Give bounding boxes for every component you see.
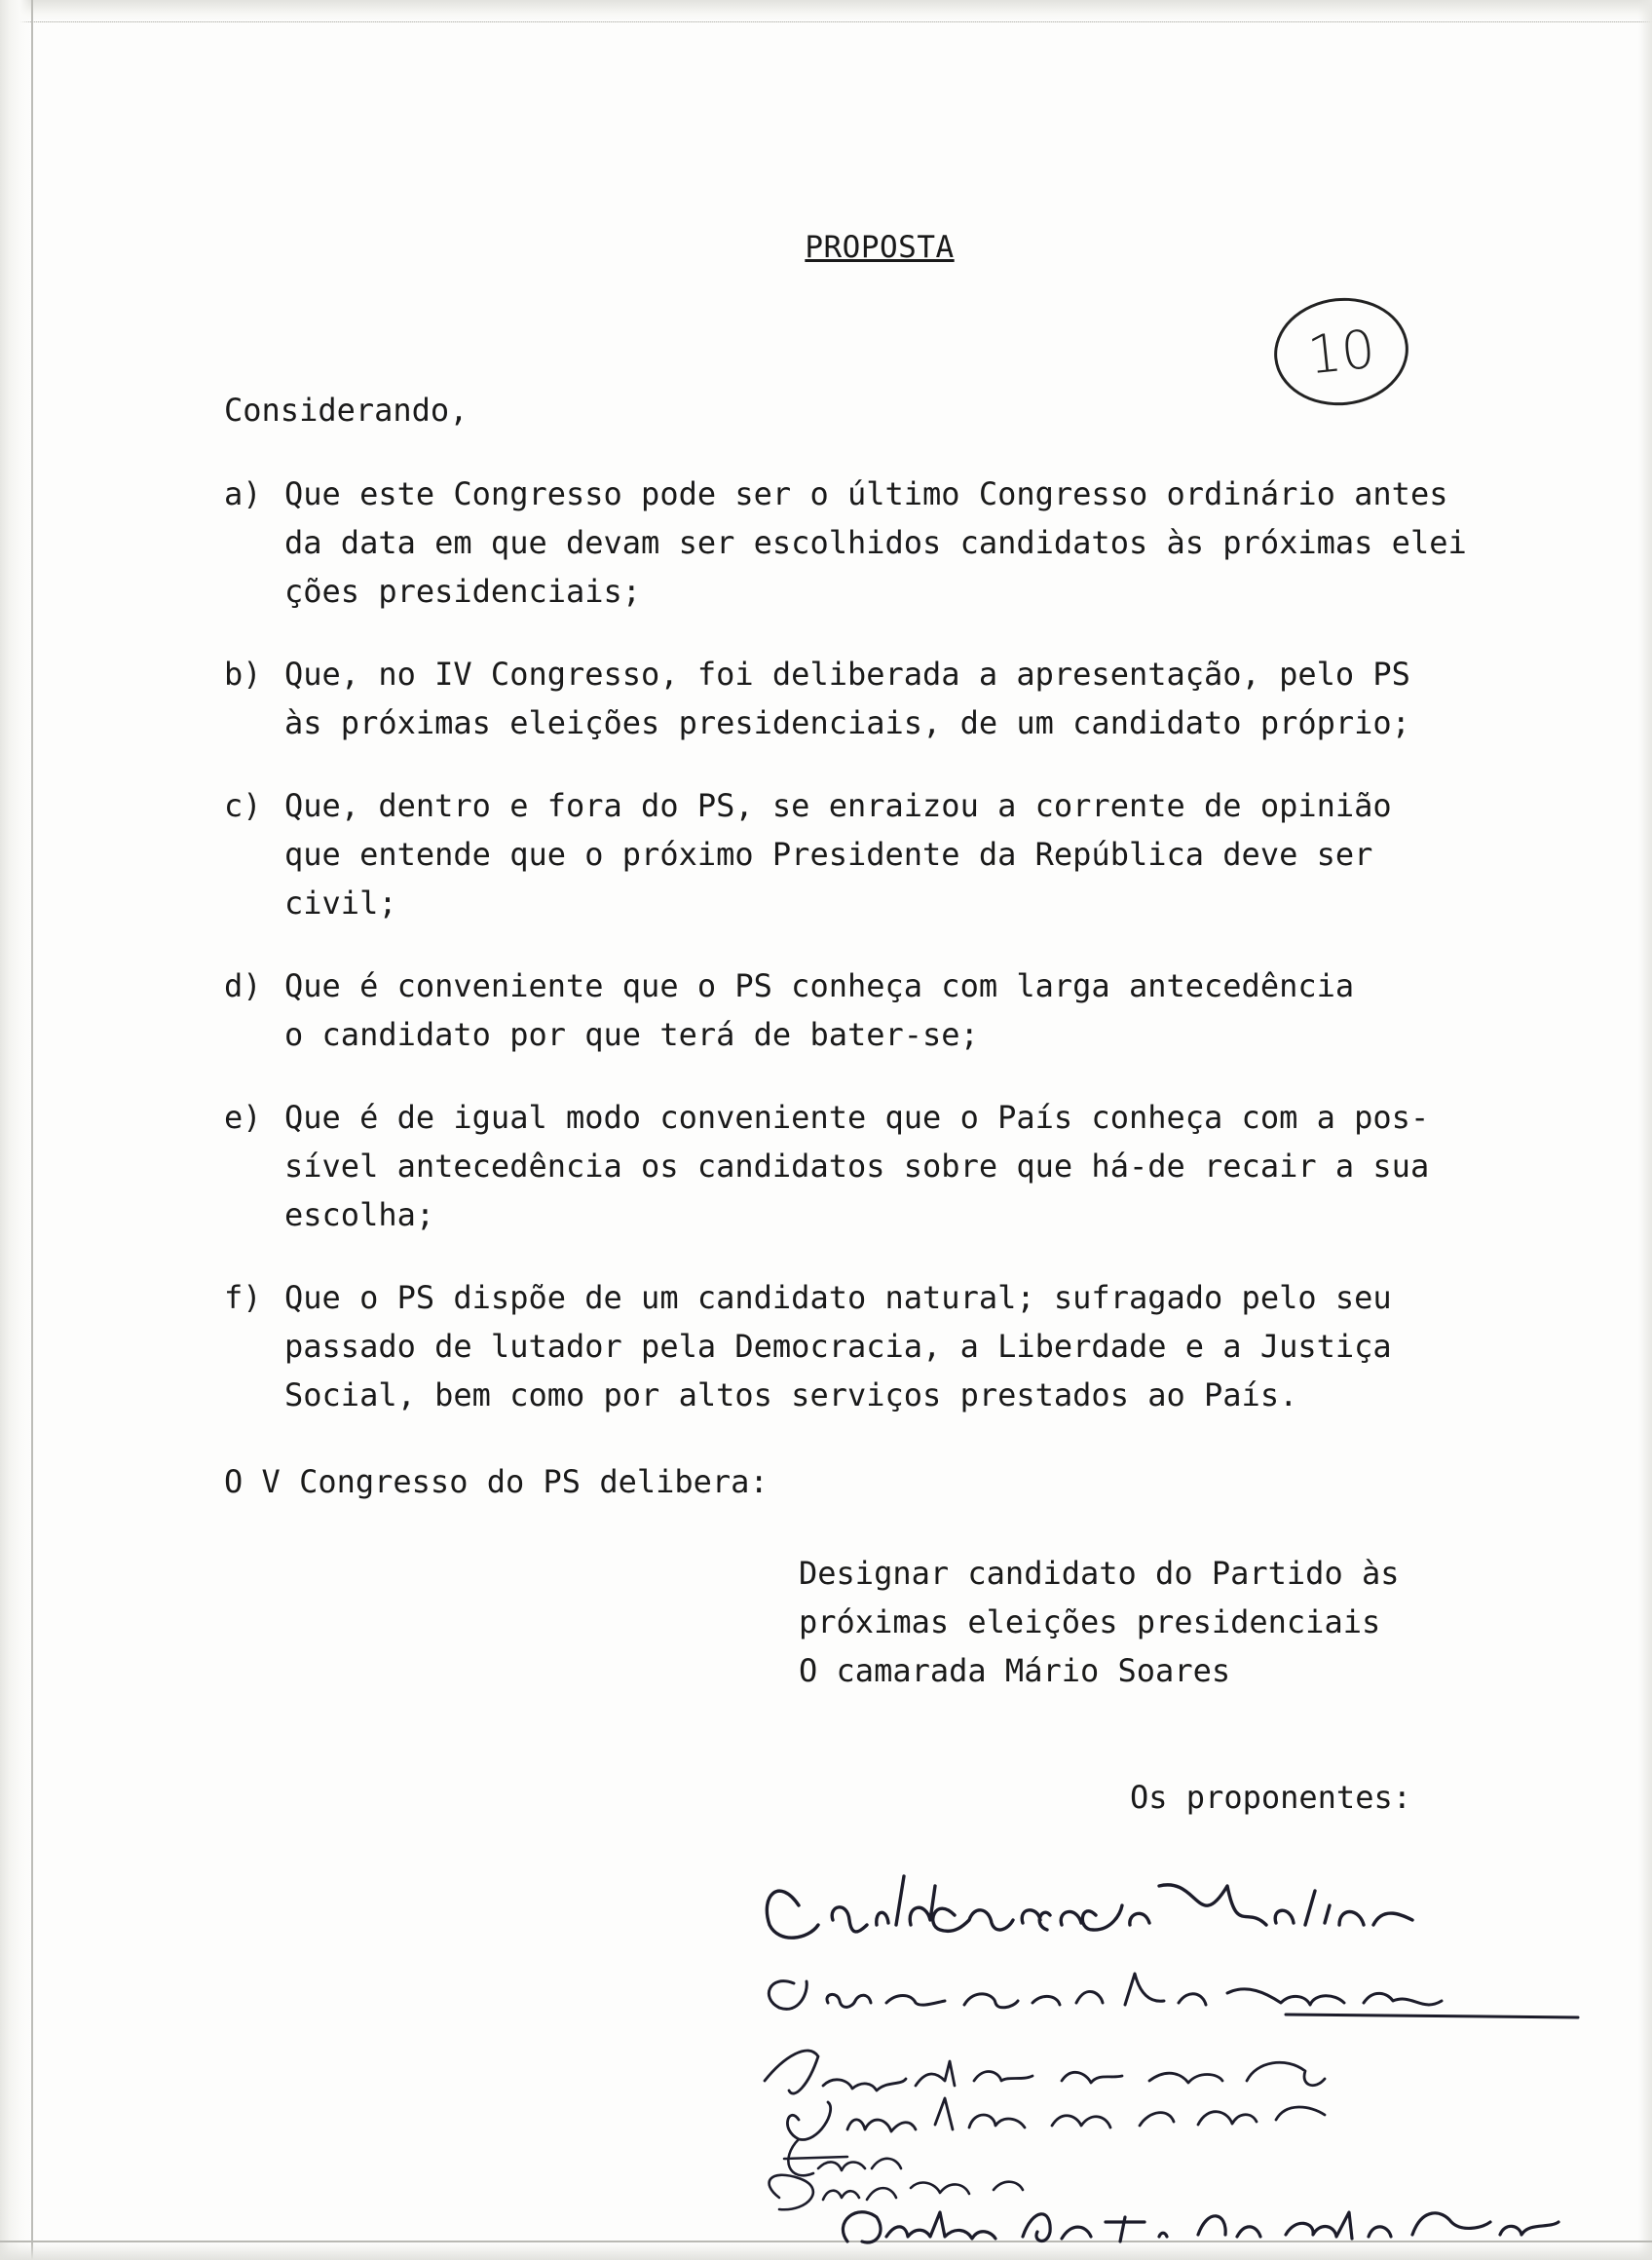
paper-edge-right xyxy=(1638,0,1652,2260)
item-line: que entende que o próximo Presidente da República deve ser xyxy=(284,836,1373,873)
resolution-line: Designar candidato do Partido às xyxy=(799,1555,1400,1592)
intro-text: Considerando, xyxy=(224,392,469,429)
resolution-line: próximas eleições presidenciais xyxy=(799,1603,1381,1640)
stamp-number: 10 xyxy=(1304,318,1378,386)
considerations-list xyxy=(224,470,1529,1453)
handwritten-signatures xyxy=(740,1847,1617,2256)
signature-3 xyxy=(765,2051,1325,2093)
signature-1 xyxy=(767,1876,1412,1938)
consideration-item xyxy=(224,781,1529,927)
item-line: Que é conveniente que o PS conheça com larga antecedência xyxy=(284,967,1355,1004)
item-text xyxy=(284,961,1529,1059)
item-marker: a) xyxy=(224,475,262,512)
item-line: às próximas eleições presidenciais, de um candidato próprio; xyxy=(284,704,1410,741)
item-text xyxy=(284,470,1529,616)
consideration-item xyxy=(224,470,1529,616)
consideration-item xyxy=(224,961,1529,1059)
signature-4 xyxy=(787,2098,1325,2139)
item-marker: f) xyxy=(224,1279,262,1316)
item-line: da data em que devam ser escolhidos candidatos às próximas elei xyxy=(284,524,1467,561)
item-line: Que é de igual modo conveniente que o País conheça com a pos- xyxy=(284,1099,1430,1136)
document-title xyxy=(0,230,1652,265)
proponents-label: Os proponentes: xyxy=(1130,1779,1411,1816)
item-marker: d) xyxy=(224,967,262,1004)
item-line: Que, no IV Congresso, foi deliberada a apresentação, pelo PS xyxy=(284,656,1410,693)
item-line: sível antecedência os candidatos sobre que há-de recair a sua xyxy=(284,1148,1430,1185)
item-line: escolha; xyxy=(284,1196,435,1233)
document-title-text: PROPOSTA xyxy=(805,230,955,265)
paper-edge-left xyxy=(0,0,33,2260)
signatures-block xyxy=(740,1847,1617,2256)
item-text xyxy=(284,1273,1529,1419)
consideration-item xyxy=(224,650,1529,747)
item-line: Que este Congresso pode ser o último Congresso ordinário antes xyxy=(284,475,1448,512)
consideration-item xyxy=(224,1093,1529,1239)
signature-5 xyxy=(784,2139,901,2175)
item-line: passado de lutador pela Democracia, a Liberdade e a Justiça xyxy=(284,1328,1392,1365)
item-line: Social, bem como por altos serviços prestados ao País. xyxy=(284,1376,1298,1413)
resolution-line: O camarada Mário Soares xyxy=(799,1652,1231,1689)
item-text xyxy=(284,1093,1529,1239)
handwritten-number-stamp xyxy=(1269,291,1414,412)
paper-edge-top xyxy=(0,0,1652,22)
item-line: Que o PS dispõe de um candidato natural; sufragado pelo seu xyxy=(284,1279,1392,1316)
consideration-item xyxy=(224,1273,1529,1419)
item-marker: b) xyxy=(224,656,262,693)
item-line: Que, dentro e fora do PS, se enraizou a corrente de opinião xyxy=(284,787,1392,824)
item-line: ções presidenciais; xyxy=(284,573,642,610)
signature-2 xyxy=(769,1974,1578,2017)
item-line: civil; xyxy=(284,885,397,922)
item-text xyxy=(284,650,1529,747)
signature-6 xyxy=(770,2175,1023,2209)
item-line: o candidato por que terá de bater-se; xyxy=(284,1016,979,1053)
item-marker: c) xyxy=(224,787,262,824)
item-text xyxy=(284,781,1529,927)
item-marker: e) xyxy=(224,1099,262,1136)
resolution-block xyxy=(799,1549,1400,1695)
deliberation-heading: O V Congresso do PS delibera: xyxy=(224,1463,769,1500)
signature-7 xyxy=(843,2212,1558,2242)
